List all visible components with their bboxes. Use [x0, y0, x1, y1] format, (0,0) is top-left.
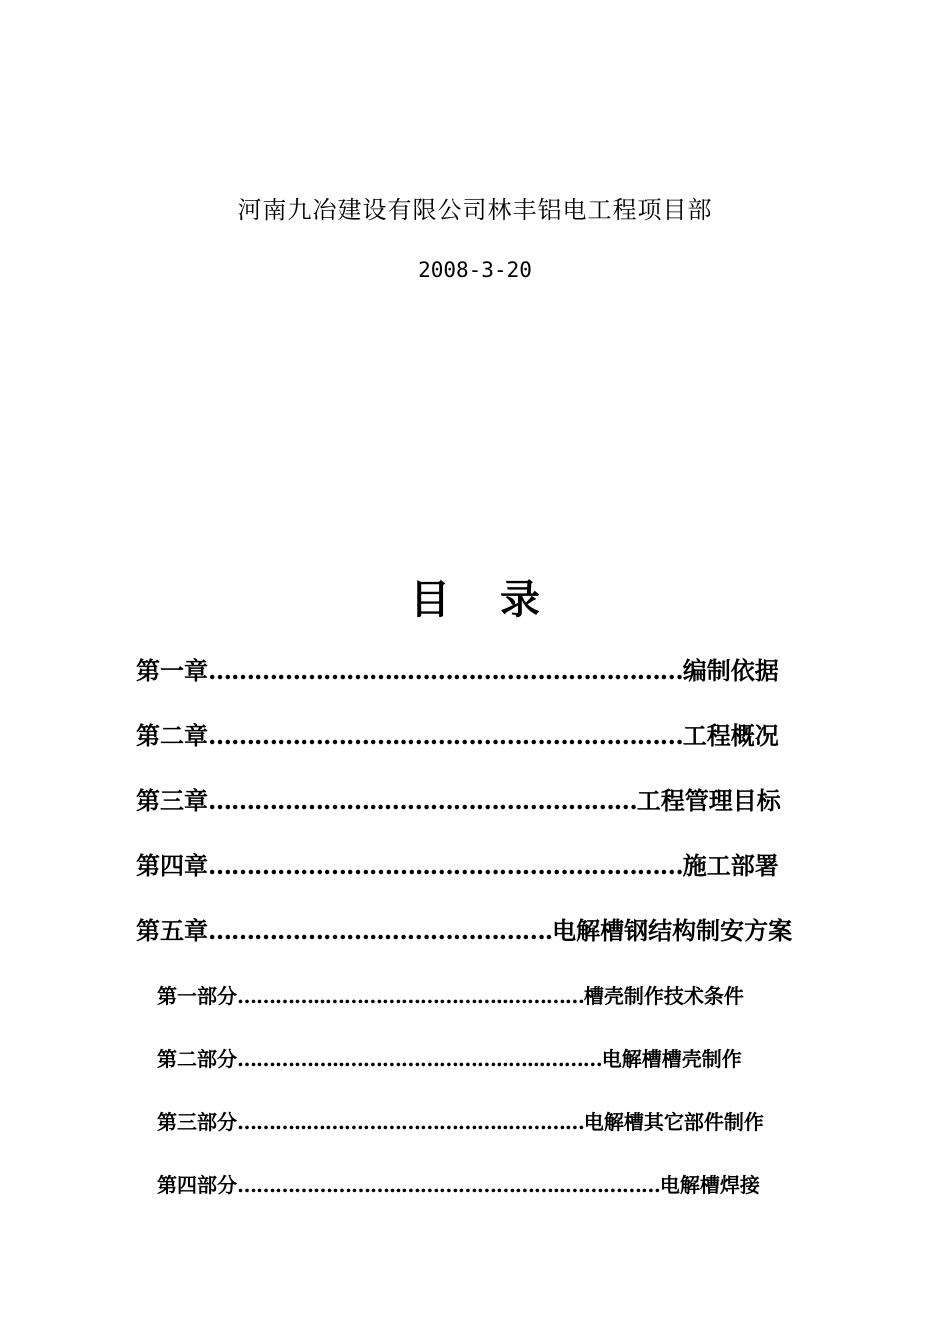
toc-dot-leader: ……………..……………………..…...……… [237, 1047, 602, 1071]
toc-dot-leader: …………………..…………………. [208, 916, 553, 945]
toc-title: 目录 [410, 576, 590, 623]
toc-entry-chapter-5 [136, 911, 792, 946]
toc-part-label: 第一部分 [157, 984, 237, 1008]
toc-entry-part-3 [157, 1106, 764, 1135]
toc-part-label: 第三部分 [157, 1110, 237, 1134]
toc-entry-part-4 [157, 1169, 760, 1198]
organization-name: 河南九冶建设有限公司林丰铝电工程项目部 [237, 196, 713, 224]
toc-dot-leader: ……………………..……………………………… [208, 721, 683, 750]
toc-entry-chapter-1 [136, 651, 779, 686]
toc-entry-chapter-2 [136, 716, 779, 751]
toc-chapter-label: 第一章 [136, 656, 208, 685]
toc-part-title: 槽壳制作技术条件 [583, 984, 744, 1008]
toc-dot-leader: ……………………..……………………..…………… [237, 1173, 660, 1197]
toc-part-title: 电解槽其它部件制作 [583, 1110, 764, 1134]
toc-chapter-title: 工程管理目标 [636, 786, 781, 815]
toc-chapter-label: 第二章 [136, 721, 208, 750]
toc-chapter-label: 第五章 [136, 916, 208, 945]
toc-entry-part-2 [157, 1043, 742, 1072]
document-date: 2008-3-20 [418, 258, 532, 282]
toc-chapter-label: 第三章 [136, 786, 208, 815]
toc-entry-chapter-4 [136, 846, 779, 881]
toc-part-label: 第四部分 [157, 1173, 237, 1197]
toc-part-title: 电解槽槽壳制作 [601, 1047, 742, 1071]
toc-dot-leader: …………………..…………………………… [208, 786, 637, 815]
toc-part-title: 电解槽焊接 [659, 1173, 760, 1197]
toc-chapter-title: 施工部署 [682, 851, 779, 880]
toc-dot-leader: …………..………………………..………… [237, 984, 584, 1008]
toc-part-label: 第二部分 [157, 1047, 237, 1071]
toc-chapter-title: 电解槽钢结构制安方案 [552, 916, 793, 945]
toc-chapter-title: 编制依据 [682, 656, 779, 685]
toc-entry-chapter-3 [136, 781, 781, 816]
toc-chapter-label: 第四章 [136, 851, 208, 880]
toc-entry-part-1 [157, 980, 744, 1009]
toc-dot-leader: ………………………..…………………………… [208, 851, 683, 880]
toc-chapter-title: 工程概况 [682, 721, 779, 750]
toc-dot-leader: ……………………..……………………………… [208, 656, 683, 685]
toc-dot-leader: ………..…………………………..………… [237, 1110, 584, 1134]
